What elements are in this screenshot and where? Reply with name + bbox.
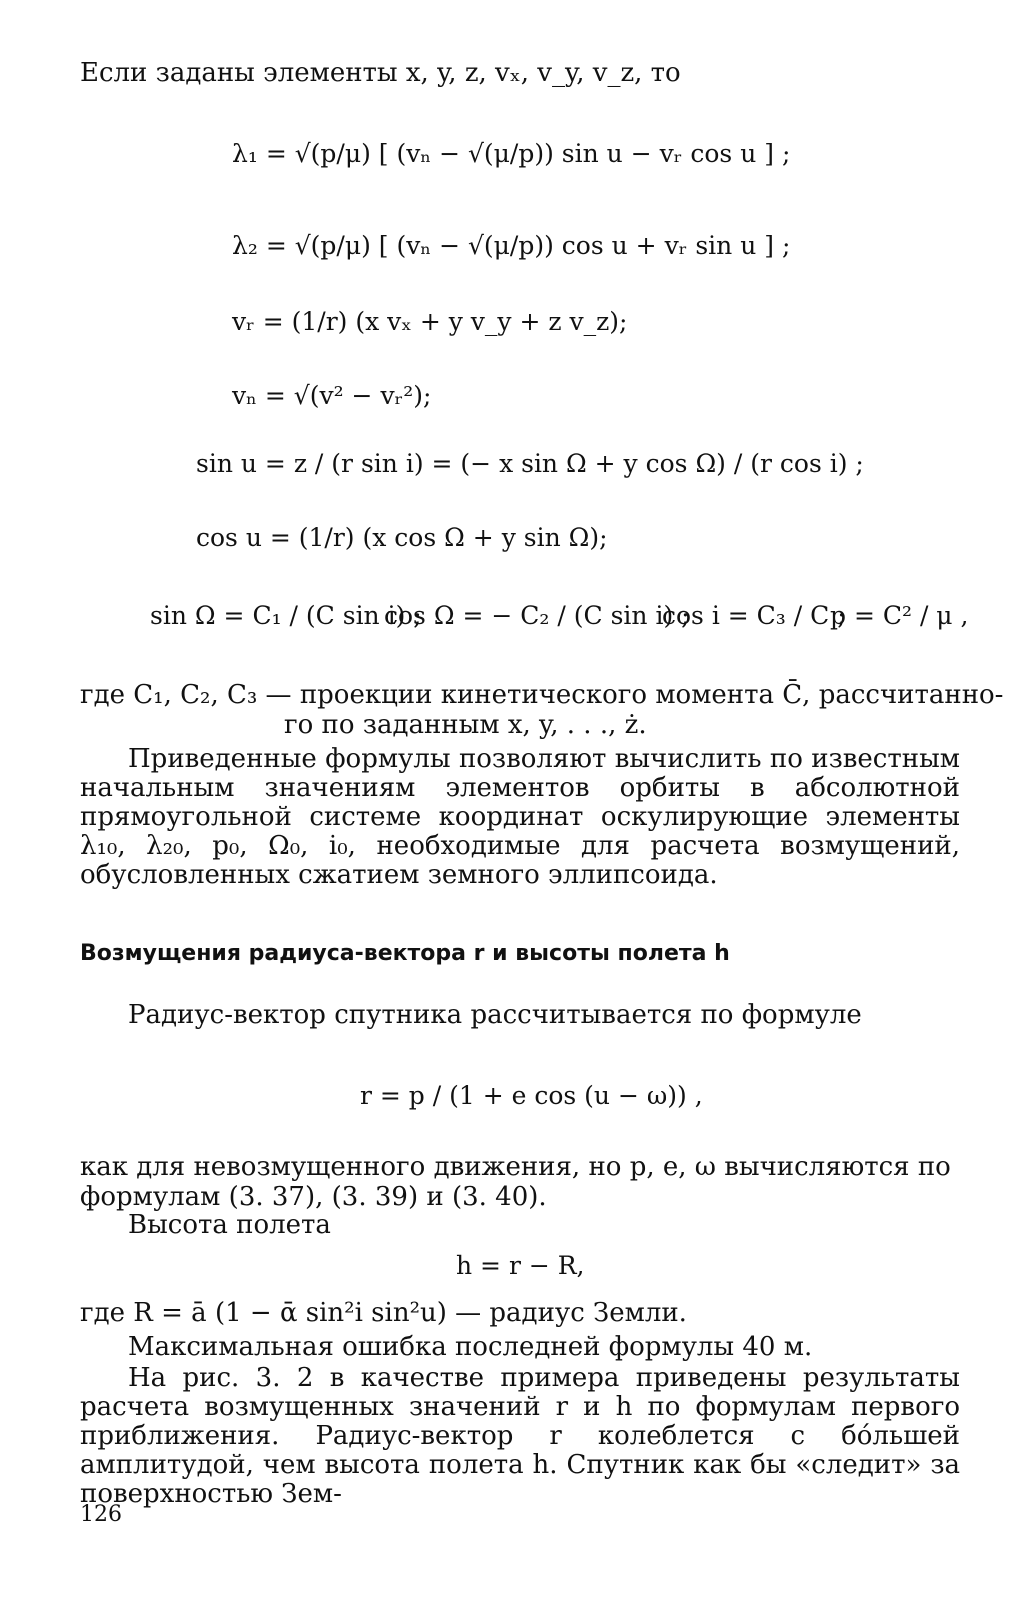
after-r-line-1: как для невозмущенного движения, но p, e, ω вычисляются по (80, 1152, 951, 1182)
paragraph-1: Приведенные формулы позволяют вычислить по известным начальным значениям элементов орбиты в абсолютной прямоугольной системе координат оскулирующие элементы λ₁₀, λ₂₀, p₀, Ω₀, i₀, необходимые для расчета возмущений, обусловленных сжатием земного эллипсоида. (80, 744, 960, 890)
formula-r: r = p / (1 + e cos (u − ω)) , (360, 1081, 703, 1110)
formula-vn: vₙ = √(v² − vᵣ²); (232, 381, 432, 410)
paragraph-2: На рис. 3. 2 в качестве примера приведены результаты расчета возмущенных значений r и h по формулам первого приближения. Радиус-вектор r колеблется с бо́льшей амплитудой, чем высота полета h. Спутник как бы «следит» за поверхностью Зем- (80, 1363, 960, 1509)
section-heading: Возмущения радиуса-вектора r и высоты полета h (80, 941, 730, 966)
formula-vr: vᵣ = (1/r) (x vₓ + y v_y + z v_z); (232, 307, 628, 336)
formula-sinu: sin u = z / (r sin i) = (− x sin Ω + y cos Ω) / (r cos i) ; (196, 449, 864, 478)
formula-lambda1: λ₁ = √(p/μ) [ (vₙ − √(μ/p)) sin u − vᵣ cos u ] ; (232, 139, 791, 168)
formula-lambda2: λ₂ = √(p/μ) [ (vₙ − √(μ/p)) cos u + vᵣ sin u ] ; (232, 231, 791, 260)
intro-line: Если заданы элементы x, y, z, vₓ, v_y, v_z, то (80, 58, 681, 88)
formula-h: h = r − R, (456, 1251, 585, 1280)
max-error-line: Максимальная ошибка последней формулы 40 м. (128, 1332, 813, 1362)
where-line-2: го по заданным x, y, . . ., ż. (284, 710, 647, 740)
after-r-line-2: формулам (3. 37), (3. 39) и (3. 40). (80, 1182, 547, 1212)
earth-radius-line: где R = ā (1 − ᾱ sin²i sin²u) — радиус Земли. (80, 1298, 687, 1328)
height-label: Высота полета (128, 1210, 331, 1240)
radius-intro: Радиус-вектор спутника рассчитывается по формуле (128, 1000, 862, 1030)
formula-cosu: cos u = (1/r) (x cos Ω + y sin Ω); (196, 523, 608, 552)
formula-p: p = C² / μ , (830, 601, 969, 630)
formula-cos-omega: cos Ω = − C₂ / (C sin i) ; (384, 601, 690, 630)
page-number: 126 (80, 1502, 122, 1527)
formula-sin-omega: sin Ω = C₁ / (C sin i) ; (150, 601, 422, 630)
where-line-1: где C₁, C₂, C₃ — проекции кинетического момента C̄, рассчитанно- (80, 680, 1004, 710)
formula-cos-i: cos i = C₃ / C ; (662, 601, 846, 630)
